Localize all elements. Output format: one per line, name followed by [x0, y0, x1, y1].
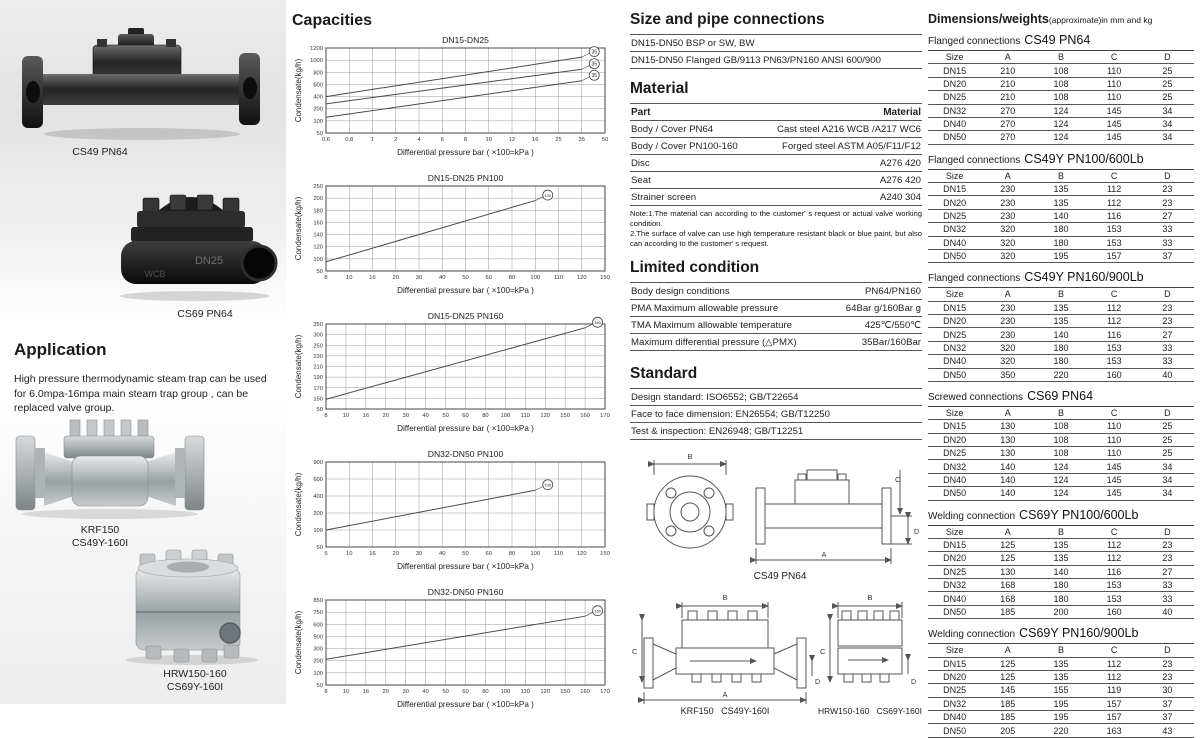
dimensions-title: Dimensions/weights(approximate)in mm and kg: [928, 12, 1153, 26]
svg-text:80: 80: [508, 551, 516, 557]
limited-row: TMA Maximum allowable temperature 425℃/550℃: [630, 317, 922, 334]
photo-label-hrw150: HRW150-160 CS69Y-160I: [163, 668, 227, 694]
svg-text:50: 50: [316, 131, 323, 137]
dim-table-row: DN32 320 180 153 33: [928, 223, 1194, 236]
svg-text:30: 30: [415, 551, 423, 557]
svg-text:300: 300: [313, 332, 323, 339]
svg-text:100: 100: [500, 689, 511, 695]
svg-text:10: 10: [342, 413, 350, 419]
embossed-wcb: WCB: [144, 269, 166, 279]
svg-text:35: 35: [591, 72, 598, 79]
dim-table-row: DN50 185 200 160 40: [928, 605, 1194, 618]
model-name: CS69Y PN160/900Lb: [1019, 626, 1139, 641]
svg-text:120: 120: [576, 551, 587, 557]
dim-table: [928, 287, 1194, 382]
dim-table-row: DN40 270 124 145 34: [928, 117, 1194, 130]
material-row: Body / Cover PN100-160 Forged steel ASTM A05/F11/F12: [630, 138, 922, 155]
svg-text:160: 160: [594, 608, 601, 614]
capacity-chart-1: [292, 34, 624, 166]
dim-table-row: DN50 205 220 163 43: [928, 724, 1194, 737]
svg-text:170: 170: [600, 413, 610, 419]
dim-table: [928, 406, 1194, 501]
embossed-dn25: DN25: [194, 255, 224, 267]
svg-text:0.8: 0.8: [345, 137, 354, 143]
svg-text:210: 210: [313, 364, 323, 371]
svg-text:16: 16: [532, 137, 539, 143]
dim-table-row: DN25 230 140 116 27: [928, 209, 1194, 222]
svg-text:600: 600: [313, 622, 323, 629]
dim-b2: B: [722, 593, 728, 603]
dim-table-header: Size A B C D: [928, 525, 1194, 538]
dim-table-row: DN40 320 180 153 33: [928, 355, 1194, 368]
dim-table-row: DN15 125 135 112 23: [928, 538, 1194, 551]
svg-text:80: 80: [508, 275, 516, 281]
svg-text:Differential pressure bar ( ×1: Differential pressure bar ( ×100=kPa ): [397, 424, 534, 433]
svg-text:5: 5: [324, 551, 328, 557]
svg-text:160: 160: [313, 220, 323, 227]
svg-text:40: 40: [422, 689, 429, 695]
svg-text:100: 100: [530, 551, 541, 557]
connections-table: [630, 34, 922, 69]
dimensions-column: [928, 6, 1194, 738]
svg-text:190: 190: [313, 375, 323, 382]
svg-text:8: 8: [463, 137, 468, 143]
svg-text:140: 140: [313, 232, 323, 239]
svg-text:200: 200: [313, 106, 323, 113]
dim-table-row: DN50 320 195 157 37: [928, 249, 1194, 262]
svg-text:250: 250: [313, 343, 323, 350]
dim-table-header: Size A B C D: [928, 288, 1194, 301]
svg-text:100: 100: [544, 482, 552, 488]
svg-text:200: 200: [313, 511, 323, 517]
standard-title: Standard: [630, 365, 698, 383]
svg-text:160: 160: [580, 689, 590, 695]
capacity-chart-4: [292, 448, 624, 580]
svg-text:50: 50: [316, 407, 323, 413]
dim-table-caption: [928, 506, 1194, 524]
photo-krf150: [12, 414, 208, 524]
model-name: CS49 PN64: [1024, 33, 1091, 47]
svg-text:110: 110: [553, 275, 564, 281]
svg-text:60: 60: [485, 551, 492, 557]
svg-text:110: 110: [553, 551, 564, 557]
svg-text:30: 30: [402, 689, 409, 695]
svg-text:50: 50: [316, 269, 323, 275]
svg-text:DN15-DN25 PN160: DN15-DN25 PN160: [427, 311, 504, 321]
capacity-charts: [292, 34, 624, 718]
svg-text:850: 850: [313, 598, 323, 604]
dim-table-caption: [928, 387, 1194, 405]
svg-text:900: 900: [313, 460, 323, 466]
dim-table-row: DN50 270 124 145 34: [928, 131, 1194, 144]
dim-a: A: [821, 550, 827, 560]
dim-table: [928, 50, 1194, 145]
svg-text:150: 150: [313, 396, 323, 403]
dim-table-header: Size A B C D: [928, 169, 1194, 182]
dim-table-row: DN32 140 124 145 34: [928, 460, 1194, 473]
svg-text:Differential pressure bar ( ×1: Differential pressure bar ( ×100=kPa ): [397, 700, 534, 709]
standard-row: Design standard: ISO6552; GB/T22654: [630, 389, 922, 406]
connection-row: DN15-DN50 BSP or SW, BW: [630, 35, 922, 52]
svg-text:120: 120: [540, 689, 551, 695]
svg-text:200: 200: [313, 196, 323, 203]
standard-table: [630, 388, 922, 440]
svg-text:150: 150: [600, 275, 610, 281]
material-row: Seat A276 420: [630, 172, 922, 189]
svg-text:40: 40: [439, 551, 446, 557]
photo-cs49-pn64: [16, 26, 268, 144]
svg-text:100: 100: [313, 670, 323, 677]
svg-text:50: 50: [462, 551, 469, 557]
svg-text:170: 170: [313, 385, 323, 392]
application-title: Application: [14, 340, 107, 359]
dim-table-row: DN32 320 180 153 33: [928, 341, 1194, 354]
capacities-title: Capacities: [292, 12, 373, 29]
svg-text:170: 170: [600, 689, 610, 695]
connection-type: Welding connection: [928, 510, 1016, 522]
dim-table-header: Size A B C D: [928, 644, 1194, 657]
model-name: CS49Y PN160/900Lb: [1024, 270, 1144, 285]
dim-table-row: DN20 230 135 112 23: [928, 315, 1194, 328]
dim-table-row: DN32 270 124 145 34: [928, 104, 1194, 117]
dim-table: [928, 525, 1194, 620]
dim-a2: A: [722, 690, 728, 700]
svg-text:35: 35: [591, 61, 598, 68]
model-name: CS69Y PN100/600Lb: [1019, 507, 1139, 522]
dim-table-header: Size A B C D: [928, 406, 1194, 419]
dim-table-caption: [928, 624, 1194, 642]
svg-text:230: 230: [313, 353, 323, 360]
dim-table-row: DN20 130 108 110 25: [928, 433, 1194, 446]
capacity-chart-2: [292, 172, 624, 304]
dimension-tables: [928, 31, 1194, 738]
limited-row: Body design conditions PN64/PN160: [630, 283, 922, 300]
connections-title: Size and pipe connections: [630, 11, 825, 28]
svg-text:100: 100: [313, 118, 323, 125]
svg-text:40: 40: [422, 413, 429, 419]
photo-label-cs49: CS49 PN64: [72, 146, 128, 158]
svg-text:35: 35: [578, 137, 585, 143]
dim-table-caption: [928, 31, 1194, 49]
svg-text:30: 30: [415, 275, 423, 281]
dim-c2: C: [632, 647, 638, 657]
svg-text:750: 750: [313, 610, 323, 617]
connection-row: DN15-DN50 Flanged GB/9113 PN63/PN160 ANSI 600/900: [630, 52, 922, 69]
svg-text:60: 60: [485, 275, 492, 281]
svg-text:Condensate(kg/h): Condensate(kg/h): [294, 58, 303, 123]
svg-text:30: 30: [402, 413, 409, 419]
svg-text:Condensate(kg/h): Condensate(kg/h): [294, 196, 303, 261]
dim-table-row: DN40 140 124 145 34: [928, 473, 1194, 486]
model-name: CS49Y PN100/600Lb: [1024, 151, 1144, 166]
photo-hrw150: [112, 540, 272, 668]
dim-table-row: DN32 185 195 157 37: [928, 697, 1194, 710]
dim-table-row: DN40 168 180 153 33: [928, 592, 1194, 605]
svg-text:6: 6: [440, 137, 444, 143]
application-text: High pressure thermodynamic steam trap can be used for 6.0mpa-16mpa main steam trap group , can be replaced valve group.: [14, 373, 267, 415]
drawing-label-krf150: KRF150 CS49Y-160I: [680, 706, 770, 717]
svg-text:120: 120: [576, 275, 587, 281]
svg-text:25: 25: [555, 137, 562, 143]
svg-text:8: 8: [324, 275, 328, 281]
svg-text:12: 12: [508, 137, 516, 143]
dim-table-row: DN20 210 108 110 25: [928, 77, 1194, 90]
capacities-column: [292, 0, 624, 724]
svg-text:10: 10: [346, 551, 353, 557]
svg-text:Differential pressure bar ( ×1: Differential pressure bar ( ×100=kPa ): [397, 286, 534, 295]
svg-text:DN15-DN25: DN15-DN25: [442, 35, 489, 45]
dim-c: C: [895, 475, 901, 485]
svg-text:180: 180: [313, 208, 323, 215]
photo-label-krf150: KRF150 CS49Y-160I: [71, 524, 129, 550]
dim-table-row: DN50 140 124 145 34: [928, 487, 1194, 500]
svg-text:0.6: 0.6: [321, 137, 331, 143]
dim-table-row: DN25 230 140 116 27: [928, 328, 1194, 341]
capacity-chart-3: [292, 310, 624, 442]
svg-text:20: 20: [382, 413, 390, 419]
svg-text:20: 20: [382, 689, 390, 695]
material-note: Note:1.The material can according to the customer' s request or actual valve working condition. 2.The surface of valve can use high temperature resistant black or blue paint, but also can according to the customer' s request.: [630, 209, 922, 248]
svg-text:50: 50: [462, 275, 469, 281]
svg-text:DN32-DN50 PN100: DN32-DN50 PN100: [427, 449, 504, 459]
svg-text:150: 150: [560, 413, 570, 419]
limited-row: Maximum differential pressure (△PMX) 35Bar/160Bar: [630, 334, 922, 351]
dim-table-row: DN25 210 108 110 25: [928, 91, 1194, 104]
svg-text:150: 150: [600, 551, 610, 557]
dim-d2: D: [815, 679, 821, 687]
svg-text:350: 350: [313, 322, 323, 328]
material-row: Body / Cover PN64 Cast steel A216 WCB /A217 WC6: [630, 121, 922, 138]
standard-row: Face to face dimension: EN26554; GB/T12250: [630, 406, 922, 423]
material-header: Part Material: [630, 104, 922, 121]
drawing-cs49: [647, 460, 912, 564]
svg-text:100: 100: [544, 192, 552, 198]
svg-text:110: 110: [520, 689, 530, 695]
svg-text:16: 16: [369, 551, 376, 557]
svg-text:400: 400: [313, 94, 323, 101]
svg-text:1000: 1000: [310, 58, 323, 65]
svg-text:200: 200: [313, 658, 323, 665]
svg-text:100: 100: [313, 528, 323, 534]
svg-text:DN32-DN50 PN160: DN32-DN50 PN160: [427, 587, 504, 597]
svg-text:100: 100: [500, 413, 511, 419]
svg-text:800: 800: [313, 70, 323, 77]
svg-text:10: 10: [346, 275, 353, 281]
dim-b: B: [687, 452, 693, 462]
svg-text:Condensate(kg/h): Condensate(kg/h): [294, 610, 303, 675]
svg-text:110: 110: [520, 413, 530, 419]
connection-type: Screwed connections: [928, 391, 1024, 403]
drawing-krf150: [642, 602, 812, 704]
svg-text:16: 16: [362, 413, 370, 419]
limited-row: PMA Maximum allowable pressure 64Bar g/160Bar g: [630, 300, 922, 317]
drawing-label-hrw150: HRW150-160 CS69Y-160I: [818, 706, 922, 717]
connection-type: Flanged connections: [928, 154, 1021, 166]
dim-table-row: DN32 168 180 153 33: [928, 579, 1194, 592]
svg-text:80: 80: [482, 689, 489, 695]
svg-text:Differential pressure bar ( ×1: Differential pressure bar ( ×100=kPa ): [397, 562, 534, 571]
svg-text:35: 35: [591, 49, 598, 56]
technical-drawings: [630, 448, 922, 718]
connection-type: Welding connection: [928, 629, 1016, 641]
svg-text:10: 10: [342, 689, 350, 695]
svg-text:120: 120: [540, 413, 551, 419]
dim-table-caption: [928, 150, 1194, 168]
material-table: [630, 103, 922, 206]
photo-label-cs69: CS69 PN64: [177, 308, 233, 320]
dim-table-row: DN25 145 155 119 30: [928, 684, 1194, 697]
material-title: Material: [630, 80, 689, 97]
dim-d3: D: [911, 679, 917, 687]
svg-text:Condensate(kg/h): Condensate(kg/h): [294, 334, 303, 399]
connection-type: Flanged connections: [928, 36, 1021, 47]
dim-table-row: DN20 125 135 112 23: [928, 670, 1194, 683]
svg-text:50: 50: [601, 137, 609, 143]
connection-type: Flanged connections: [928, 273, 1021, 285]
dim-table-caption: [928, 268, 1194, 286]
drawing-label-cs49: CS49 PN64: [753, 571, 807, 583]
svg-text:20: 20: [392, 275, 399, 281]
svg-text:50: 50: [442, 689, 449, 695]
dim-b3: B: [867, 593, 873, 603]
material-row: Disc A276 420: [630, 155, 922, 172]
dim-table-row: DN20 125 135 112 23: [928, 552, 1194, 565]
specs-column: [630, 0, 922, 723]
svg-text:60: 60: [462, 689, 469, 695]
svg-text:Condensate(kg/h): Condensate(kg/h): [294, 472, 303, 537]
svg-text:2: 2: [394, 137, 398, 143]
svg-text:1200: 1200: [310, 46, 323, 52]
dim-table-row: DN15 230 135 112 23: [928, 183, 1194, 196]
dim-table-row: DN20 230 135 112 23: [928, 196, 1194, 209]
svg-text:160: 160: [580, 413, 590, 419]
dim-table-row: DN15 210 108 110 25: [928, 64, 1194, 77]
svg-text:600: 600: [313, 477, 323, 483]
svg-text:8: 8: [324, 413, 328, 419]
svg-text:20: 20: [392, 551, 399, 557]
drawing-hrw150: [830, 602, 908, 682]
model-name: CS69 PN64: [1027, 388, 1094, 403]
dim-table-row: DN15 230 135 112 23: [928, 301, 1194, 314]
svg-text:4: 4: [417, 137, 421, 143]
material-row: Strainer screen A240 304: [630, 189, 922, 206]
svg-text:50: 50: [316, 683, 323, 689]
svg-text:250: 250: [313, 184, 323, 190]
svg-text:300: 300: [313, 646, 323, 653]
svg-text:50: 50: [316, 545, 323, 551]
svg-text:8: 8: [324, 689, 328, 695]
svg-text:160: 160: [594, 320, 601, 326]
dim-c3: C: [820, 647, 826, 657]
photo-cs69-pn64: [113, 174, 283, 306]
dim-d: D: [914, 529, 920, 537]
svg-text:600: 600: [313, 82, 323, 89]
svg-text:Differential pressure bar ( ×1: Differential pressure bar ( ×100=kPa ): [397, 148, 534, 157]
dim-table-row: DN40 320 180 153 33: [928, 236, 1194, 249]
svg-text:500: 500: [313, 634, 323, 641]
svg-text:50: 50: [442, 413, 449, 419]
dim-table-row: DN15 130 108 110 25: [928, 420, 1194, 433]
dim-table-row: DN15 125 135 112 23: [928, 657, 1194, 670]
svg-text:16: 16: [362, 689, 370, 695]
svg-text:10: 10: [485, 137, 492, 143]
svg-text:1: 1: [370, 137, 375, 143]
svg-text:100: 100: [313, 256, 323, 263]
svg-text:100: 100: [530, 275, 541, 281]
dim-table-row: DN25 130 108 110 25: [928, 447, 1194, 460]
svg-text:60: 60: [462, 413, 469, 419]
standard-row: Test & inspection: EN26948; GB/T12251: [630, 423, 922, 440]
svg-text:DN15-DN25 PN100: DN15-DN25 PN100: [427, 173, 504, 183]
limited-title: Limited condition: [630, 259, 760, 277]
dim-table: [928, 169, 1194, 264]
product-photo-column: [0, 0, 286, 704]
svg-text:16: 16: [369, 275, 376, 281]
svg-text:40: 40: [439, 275, 446, 281]
svg-text:120: 120: [313, 244, 323, 251]
svg-text:400: 400: [313, 494, 323, 500]
svg-text:150: 150: [560, 689, 570, 695]
dim-table-header: Size A B C D: [928, 51, 1194, 64]
limited-table: [630, 282, 922, 351]
dim-table-row: DN25 130 140 116 27: [928, 565, 1194, 578]
dim-table-row: DN40 185 195 157 37: [928, 711, 1194, 724]
dim-table-row: DN50 350 220 160 40: [928, 368, 1194, 381]
capacity-chart-5: [292, 586, 624, 718]
svg-text:80: 80: [482, 413, 489, 419]
dim-table: [928, 643, 1194, 738]
